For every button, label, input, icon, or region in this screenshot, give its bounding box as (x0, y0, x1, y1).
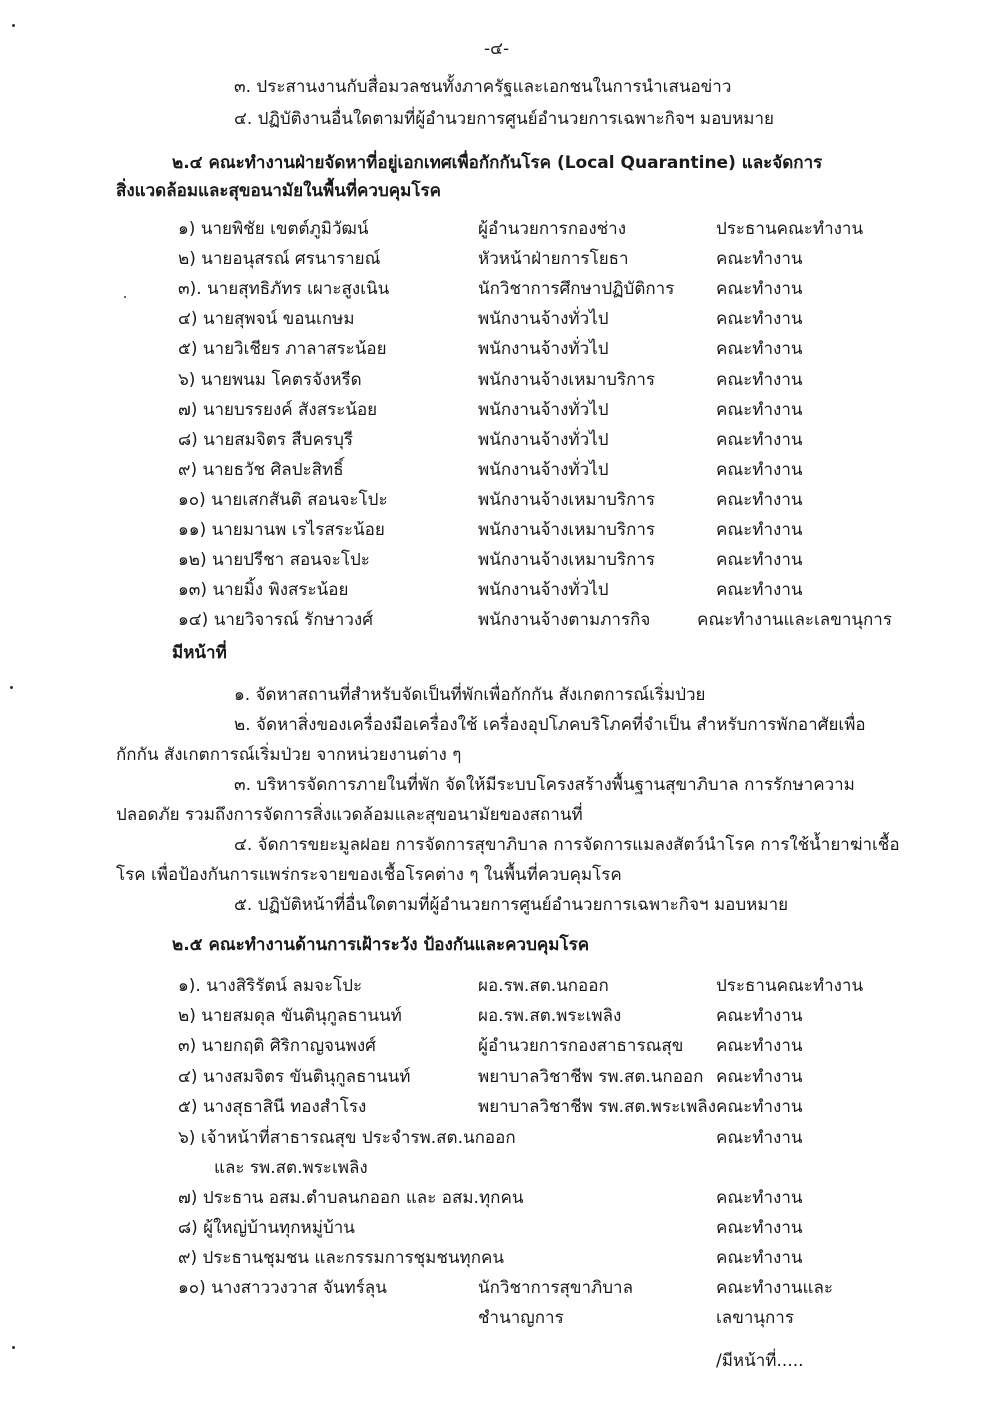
s25-member-6: ๖) เจ้าหน้าที่สาธารณสุข ประจำรพ.สต.นกออก (178, 1128, 516, 1148)
s24-member-name: ๘) นายสมจิตร สืบครบุรี (178, 429, 353, 450)
s25-member-name: ๔) นางสมจิตร ขันตินุกูลธานนท์ (178, 1066, 411, 1087)
s24-member-name: ๑๔) นายวิจารณ์ รักษาวงศ์ (178, 610, 373, 631)
s25-member-7-role: คณะทำงาน (716, 1188, 803, 1208)
s25-member-position: ผอ.รพ.สต.พระเพลิง (478, 1006, 622, 1027)
duty-1: ๑. จัดหาสถานที่สำหรับจัดเป็นที่พักเพื่อกักกัน สังเกตการณ์เริ่มป่วย (234, 685, 706, 705)
s25-member-position: พยาบาลวิชาชีพ รพ.สต.พระเพลิง (478, 1096, 717, 1117)
s25-member-name: ๓) นายกฤติ ศิริกาญจนพงศ์ (178, 1036, 376, 1057)
s25-member-9: ๙) ประธานชุมชน และกรรมการชุมชนทุกคน (178, 1248, 505, 1268)
s25-member-8-role: คณะทำงาน (716, 1218, 803, 1238)
s24-member-role: ประธานคณะทำงาน (716, 219, 864, 239)
scan-speck (12, 1346, 15, 1349)
s24-member-name: ๙) นายธวัช ศิลปะสิทธิ์ (178, 459, 344, 480)
s25-member-10-role-cont: เลขานุการ (716, 1308, 794, 1328)
s25-member-role: คณะทำงาน (716, 1066, 803, 1087)
s24-member-name: ๖) นายพนม โคตรจังหรีด (178, 369, 362, 390)
s25-member-10-name: ๑๐) นางสาววงวาส จันทร์ลุน (178, 1278, 387, 1298)
s25-member-10-position-cont: ชำนาญการ (478, 1308, 564, 1328)
s24-member-role: คณะทำงาน (716, 489, 803, 510)
s24-member-name: ๕) นายวิเชียร ภาลาสระน้อย (178, 339, 387, 360)
duty-4: ๔. จัดการขยะมูลฝอย การจัดการสุขาภิบาล การจัดการแมลงสัตว์นำโรค การใช้น้ำยาฆ่าเชื้อ (234, 835, 900, 855)
duty-5: ๕. ปฏิบัติหน้าที่อื่นใดตามที่ผู้อำนวยการศูนย์อำนวยการเฉพาะกิจฯ มอบหมาย (234, 895, 789, 915)
s24-member-name: ๑๓) นายมิ้ง พิงสระน้อย (178, 580, 349, 601)
s24-member-name: ๔) นายสุพจน์ ขอนเกษม (178, 309, 355, 330)
duty-2-cont: กักกัน สังเกตการณ์เริ่มป่วย จากหน่วยงานต่าง ๆ (116, 745, 462, 765)
s24-member-role: คณะทำงาน (716, 580, 803, 601)
s25-member-role: คณะทำงาน (716, 1036, 803, 1057)
s24-member-name: ๑๐) นายเสกสันติ สอนจะโปะ (178, 489, 388, 510)
scan-speck (10, 686, 13, 689)
s25-member-position: ผู้อำนวยการกองสาธารณสุข (478, 1036, 684, 1057)
section-24-heading-cont: สิ่งแวดล้อมและสุขอนามัยในพื้นที่ควบคุมโรค (116, 181, 441, 201)
s24-member-role: คณะทำงาน (716, 369, 803, 390)
s25-member-6-role: คณะทำงาน (716, 1128, 803, 1148)
duty-3: ๓. บริหารจัดการภายในที่พัก จัดให้มีระบบโครงสร้างพื้นฐานสุขาภิบาล การรักษาความ (234, 775, 855, 795)
s24-member-position: พนักงานจ้างทั่วไป (478, 459, 609, 480)
s24-member-role: คณะทำงาน (716, 459, 803, 480)
scan-speck (12, 24, 15, 27)
s25-member-role: ประธานคณะทำงาน (716, 976, 864, 996)
s24-member-position: พนักงานจ้างเหมาบริการ (478, 550, 656, 571)
s25-member-6-cont: และ รพ.สต.พระเพลิง (214, 1158, 368, 1178)
s25-member-name: ๒) นายสมดุล ขันตินุกูลธานนท์ (178, 1006, 402, 1027)
s24-member-role: คณะทำงาน (716, 249, 803, 270)
s24-member-role: คณะทำงาน (716, 339, 803, 360)
s25-member-name: ๑). นางสิริรัตน์ ลมจะโปะ (178, 976, 363, 996)
s25-member-role: คณะทำงาน (716, 1006, 803, 1027)
s25-member-name: ๕) นางสุธาสินี ทองสำโรง (178, 1096, 367, 1117)
continuation-note: /มีหน้าที่..... (716, 1351, 804, 1371)
page-number: -๔- (484, 39, 510, 59)
s24-member-role: คณะทำงาน (716, 399, 803, 420)
s24-member-role: คณะทำงาน (716, 309, 803, 330)
s24-member-role: คณะทำงาน (716, 279, 803, 300)
s24-member-position: พนักงานจ้างเหมาบริการ (478, 369, 656, 390)
s24-member-position: พนักงานจ้างทั่วไป (478, 339, 609, 360)
s24-member-role: คณะทำงาน (716, 550, 803, 571)
s24-member-position: ผู้อำนวยการกองช่าง (478, 219, 627, 239)
s24-member-position: พนักงานจ้างตามภารกิจ (478, 610, 651, 631)
s25-member-7: ๗) ประธาน อสม.ตำบลนกออก และ อสม.ทุกคน (178, 1188, 524, 1208)
s24-member-name: ๒) นายอนุสรณ์ ศรนารายณ์ (178, 249, 381, 270)
section-24-heading: ๒.๔ คณะทำงานฝ่ายจัดหาที่อยู่เอกเทศเพื่อกักกันโรค (Local Quarantine) และจัดการ (172, 153, 823, 173)
s24-member-name: ๓). นายสุทธิภัทร เผาะสูงเนิน (178, 279, 390, 300)
s24-member-position: พนักงานจ้างทั่วไป (478, 399, 609, 420)
s25-member-10-position: นักวิชาการสุขาภิบาล (478, 1278, 634, 1298)
top-item-4: ๔. ปฏิบัติงานอื่นใดตามที่ผู้อำนวยการศูนย์อำนวยการเฉพาะกิจฯ มอบหมาย (234, 109, 774, 129)
s24-member-position: พนักงานจ้างทั่วไป (478, 309, 609, 330)
scan-speck (124, 296, 126, 298)
s24-member-role: คณะทำงานและเลขานุการ (697, 610, 892, 631)
s25-member-position: ผอ.รพ.สต.นกออก (478, 976, 609, 996)
s25-member-position: พยาบาลวิชาชีพ รพ.สต.นกออก (478, 1066, 704, 1087)
s24-member-position: พนักงานจ้างทั่วไป (478, 580, 609, 601)
s25-member-10-role: คณะทำงานและ (716, 1278, 833, 1298)
s24-member-position: พนักงานจ้างเหมาบริการ (478, 489, 656, 510)
s25-member-8: ๘) ผู้ใหญ่บ้านทุกหมู่บ้าน (178, 1218, 355, 1238)
section-25-heading: ๒.๕ คณะทำงานด้านการเฝ้าระวัง ป้องกันและควบคุมโรค (172, 935, 590, 955)
s25-member-9-role: คณะทำงาน (716, 1248, 803, 1268)
duties-label: มีหน้าที่ (172, 643, 227, 663)
s24-member-position: พนักงานจ้างเหมาบริการ (478, 520, 656, 540)
s24-member-name: ๗) นายบรรยงค์ สังสระน้อย (178, 399, 378, 420)
s25-member-role: คณะทำงาน (716, 1096, 803, 1117)
s24-member-name: ๑๒) นายปรีชา สอนจะโปะ (178, 550, 370, 571)
s24-member-position: นักวิชาการศึกษาปฏิบัติการ (478, 279, 675, 300)
top-item-3: ๓. ประสานงานกับสื่อมวลชนทั้งภาครัฐและเอกชนในการนำเสนอข่าว (234, 77, 732, 97)
duty-4-cont: โรค เพื่อป้องกันการแพร่กระจายของเชื้อโรคต่าง ๆ ในพื้นที่ควบคุมโรค (116, 865, 622, 885)
duty-3-cont: ปลอดภัย รวมถึงการจัดการสิ่งแวดล้อมและสุขอนามัยของสถานที่ (116, 805, 583, 825)
s24-member-name: ๑) นายพิชัย เขตต์ภูมิวัฒน์ (178, 219, 369, 239)
duty-2: ๒. จัดหาสิ่งของเครื่องมือเครื่องใช้ เครื่องอุปโภคบริโภคที่จำเป็น สำหรับการพักอาศัยเพื่อ (234, 715, 866, 735)
s24-member-name: ๑๑) นายมานพ เรไรสระน้อย (178, 520, 385, 540)
s24-member-role: คณะทำงาน (716, 520, 803, 540)
s24-member-position: หัวหน้าฝ่ายการโยธา (478, 249, 629, 270)
s24-member-position: พนักงานจ้างทั่วไป (478, 429, 609, 450)
s24-member-role: คณะทำงาน (716, 429, 803, 450)
